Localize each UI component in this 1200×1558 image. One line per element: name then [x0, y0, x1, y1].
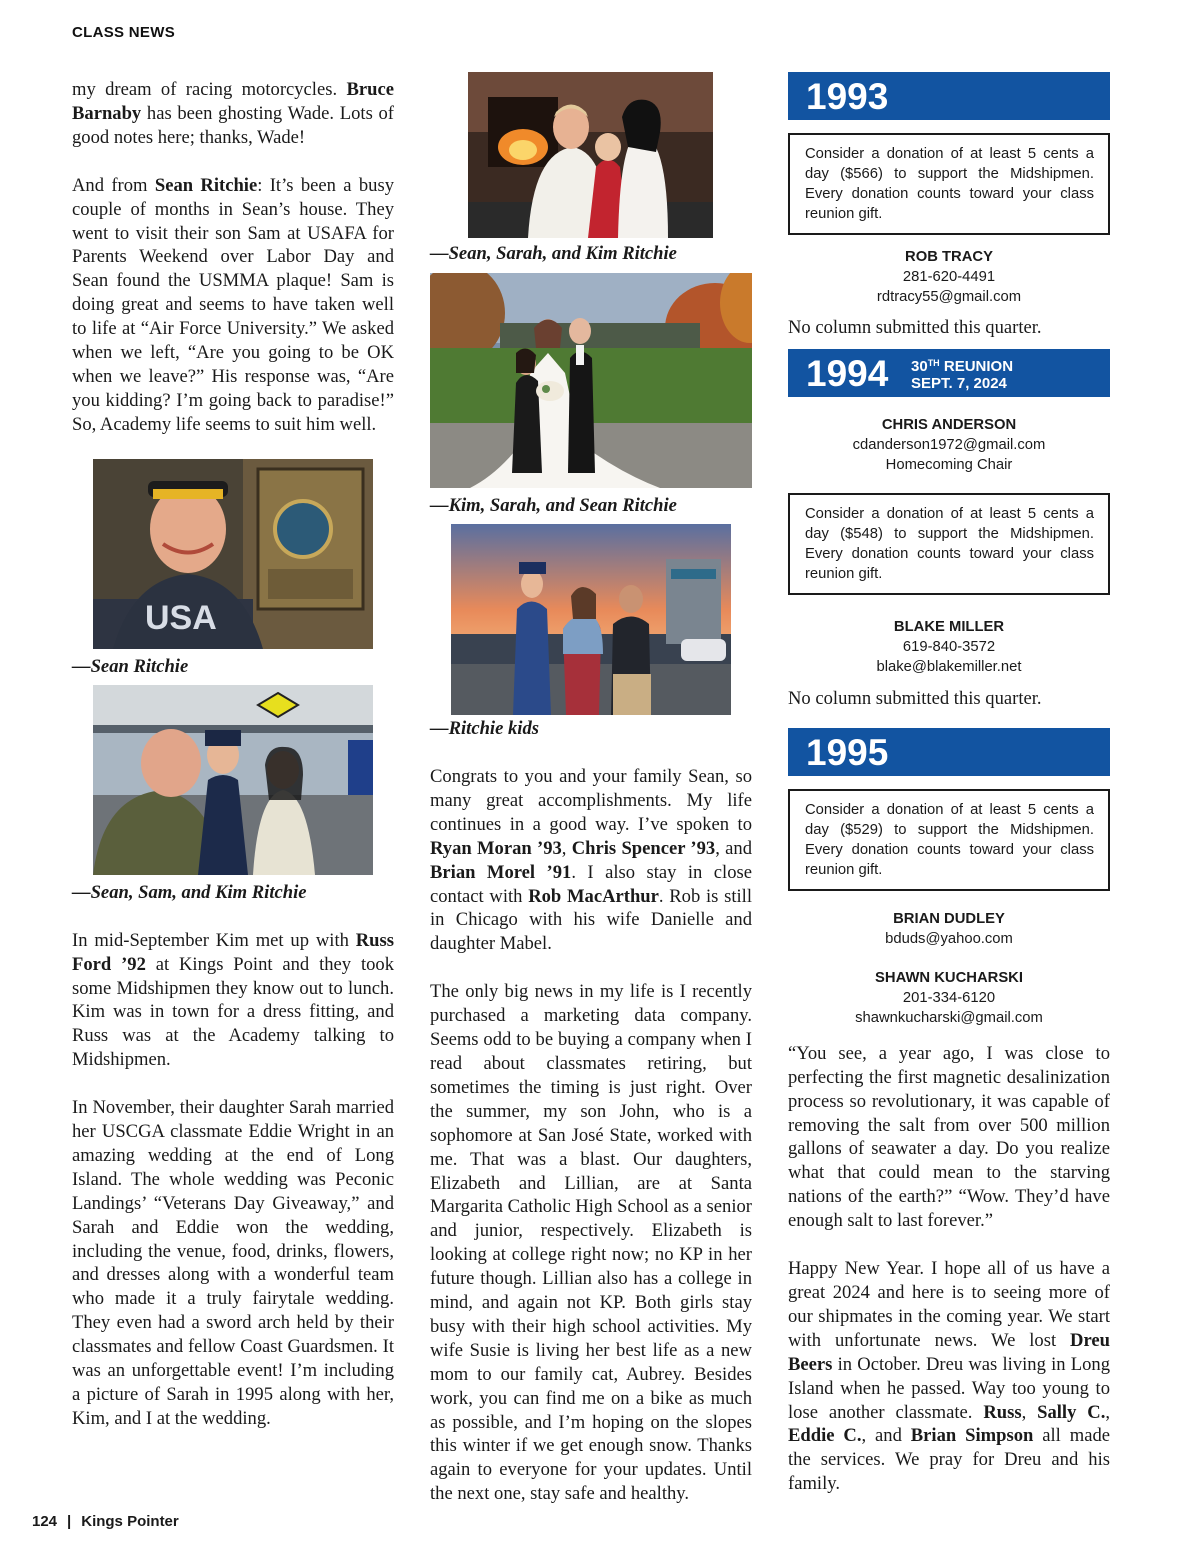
paragraph: “You see, a year ago, I was close to perfecting the first magnetic desalinization process so revolutionary, it was capable of removing the salt from over 500 million gallons of seawater a day. Do you realize what that could mean to the starving nations of the earth?” “Wow. They’d have enough salt to last forever.”: [788, 1042, 1110, 1232]
photo-caption: —Kim, Sarah, and Sean Ritchie: [430, 495, 677, 516]
class-contact: [788, 909, 1110, 949]
photo-ritchie-kids: [451, 524, 731, 715]
column-3: [788, 72, 1110, 1496]
contact-name: CHRIS ANDERSON: [881, 416, 1017, 433]
paragraph: Congrats to you and your family Sean, so many great accomplishments. My life continues in a good way. I’ve spoken to Ryan Moran ’93, Chris Spencer ’93, and Brian Morel ’91. I also stay in close contact with Rob MacArthur. Rob is still in Chicago with his wife Danielle and daughter Mabel.: [430, 766, 752, 955]
contact-email: blake@blakemiller.net: [876, 658, 1022, 675]
usa-shirt-text: USA: [145, 598, 217, 637]
contact-phone: 619-840-3572: [902, 638, 996, 655]
year-number: 1994: [806, 352, 889, 394]
publication-name: Kings Pointer: [81, 1513, 179, 1530]
reunion-info: 30TH REUNION SEPT. 7, 2024: [911, 357, 1014, 392]
class-contact: [788, 617, 1110, 677]
photo-caption: —Ritchie kids: [430, 718, 539, 739]
year-number: 1993: [806, 76, 889, 117]
no-column-note: No column submitted this quarter.: [788, 317, 1042, 338]
contact-email: rdtracy55@gmail.com: [876, 289, 1022, 305]
donation-box: Consider a donation of at least 5 cents a day ($566) to support the Midshipmen. Every donation counts toward your class reunion gift.: [788, 133, 1110, 235]
page-number: 124: [32, 1513, 58, 1530]
contact-email: bduds@yahoo.com: [885, 930, 1013, 947]
year-header-1995: [788, 728, 1110, 776]
footer-separator: |: [67, 1513, 72, 1530]
photo-fireplace-1995: [468, 72, 713, 238]
paragraph: And from Sean Ritchie: It’s been a busy couple of months in Sean’s house. They went to visit their son Sam at USAFA for Parents Weekend over Labor Day and Sean found the USMMA plaque! Sam is doing great and seems to have taken well to life at “Air Force University.” We asked when we left, “Are you going to be OK when we leave?” His response was, “Are you kidding? I’m going back to paradise!” So, Academy life seems to suit him well.: [72, 174, 394, 435]
photo-sean-selfie: [93, 459, 373, 649]
column-1: [72, 78, 394, 1431]
contact-name: BRIAN DUDLEY: [893, 910, 1005, 927]
photo-wedding: [430, 273, 752, 488]
paragraph: The only big news in my life is I recently purchased a marketing data company. Seems odd to be buying a company when I read about classmates retiring, but sometimes the timing is just right. Over the summer, my son John, who is a sophomore at San José State, worked with me. That was a blast. Our daughters, Elizabeth and Lillian, are at Santa Margarita Catholic High School as a senior and junior, respectively. Elizabeth is looking at college right now; no KP in her future though. Lillian also has a college in mind, and again not KP. Both girls stay busy with their high school activities. My wife Susie is living her best life as a new mom to our family cat, Aubrey. Besides work, you can find me on a bike as much as possible, and I’m hoping on the slopes this winter if we get enough snow. Thanks again to everyone for your updates. Until the next one, stay safe and healthy.: [430, 981, 752, 1505]
contact-phone: 281-620-4491: [902, 269, 996, 285]
class-contact: [788, 415, 1110, 475]
donation-box: Consider a donation of at least 5 cents a day ($548) to support the Midshipmen. Every donation counts toward your class reunion gift.: [788, 493, 1110, 595]
photo-caption: —Sean, Sarah, and Kim Ritchie: [430, 243, 677, 264]
paragraph: In November, their daughter Sarah married her USCGA classmate Eddie Wright in an amazing wedding at the end of Long Island. The whole wedding was Peconic Landings’ “Veterans Day Giveaway,” and Sarah and Eddie won the wedding, including the venue, food, drinks, flowers, and dresses along with a wonderful team who made it a truly fairytale wedding. They even had a sword arch held by their classmates and fellow Coast Guardsmen. It was an unforgettable event! I’m including a picture of Sarah in 1995 along with her, Kim, and I at the wedding.: [72, 1097, 394, 1429]
contact-name: SHAWN KUCHARSKI: [875, 969, 1023, 986]
year-header-1993: [788, 72, 1110, 120]
paragraph: In mid-September Kim met up with Russ Ford ’92 at Kings Point and they took some Midshipmen they know out to lunch. Kim was in town for a dress fitting, and Russ was at the Academy talking to Midshipmen.: [72, 929, 394, 1071]
paragraph: Happy New Year. I hope all of us have a great 2024 and here is to seeing more of our shipmates in the coming year. We start with unfortunate news. We lost Dreu Beers in October. Dreu was living in Long Island when he passed. Way too young to lose another classmate. Russ, Sally C., Eddie C., and Brian Simpson all made the services. We pray for Dreu and his family.: [788, 1258, 1111, 1495]
contact-phone: 201-334-6120: [902, 989, 996, 1006]
contact-email: shawnkucharski@gmail.com: [855, 1009, 1043, 1026]
contact-name: ROB TRACY: [905, 249, 993, 265]
donation-box: Consider a donation of at least 5 cents a day ($529) to support the Midshipmen. Every donation counts toward your class reunion gift.: [788, 789, 1110, 891]
paragraph: my dream of racing motorcycles. Bruce Barnaby has been ghosting Wade. Lots of good notes here; thanks, Wade!: [72, 79, 394, 148]
contact-email: cdanderson1972@gmail.com: [852, 436, 1046, 453]
class-contact: [788, 968, 1110, 1028]
photo-caption: —Sean Ritchie: [72, 655, 189, 677]
contact-role: Homecoming Chair: [885, 456, 1013, 473]
section-label: CLASS NEWS: [72, 24, 176, 41]
page-footer: [32, 1513, 179, 1530]
year-number: 1995: [806, 731, 889, 773]
class-contact: [788, 247, 1110, 307]
photo-family-station: [93, 685, 373, 875]
photo-caption: —Sean, Sam, and Kim Ritchie: [72, 881, 307, 903]
no-column-note: No column submitted this quarter.: [788, 687, 1042, 709]
contact-name: BLAKE MILLER: [893, 618, 1005, 635]
column-2: [430, 72, 752, 1506]
year-header-1994: [788, 349, 1110, 397]
